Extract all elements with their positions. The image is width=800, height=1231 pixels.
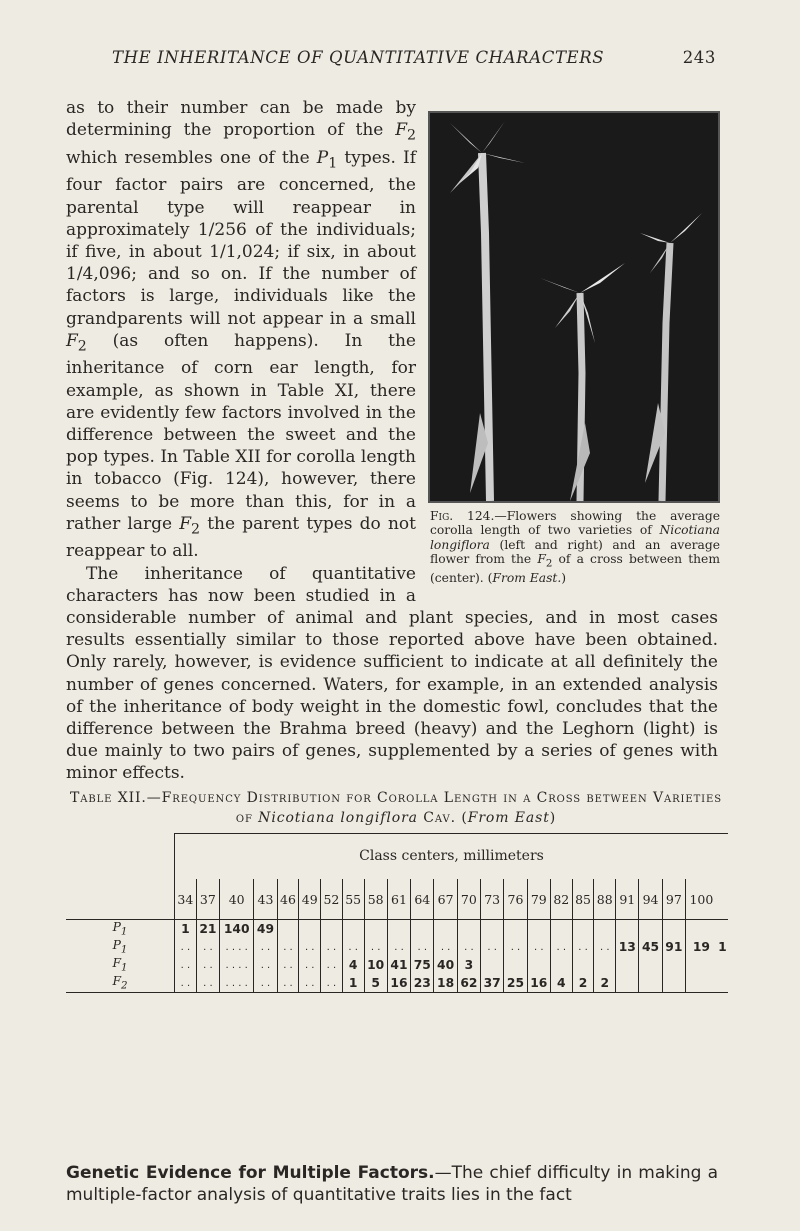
column-header-73: 73 [481,879,504,920]
table-cell [550,956,572,974]
table-cell: 16 [527,974,550,993]
column-header-46: 46 [277,879,299,920]
table-title: Table XII.—Frequency Distribution for Corolla Length in a Cross between Varieties of Nicotiana longiflora Cav. (From East) [70,790,722,826]
column-header-88: 88 [594,879,616,920]
column-header-55: 55 [342,879,364,920]
table-cell [594,956,616,974]
table-cell: . . [364,938,387,956]
column-header-58: 58 [364,879,387,920]
table-cell: . . [277,974,299,993]
table-cell: 1 [718,940,727,954]
column-header-85: 85 [572,879,594,920]
column-header-37: 37 [196,879,219,920]
table-cell: . . [277,956,299,974]
table-cell: . . [550,938,572,956]
section-heading: Genetic Evidence for Multiple Factors. [66,1163,435,1183]
figure-caption: Fig. 124.—Flowers showing the average corolla length of two varieties of Nicotiana longiflora (left and right) and an average flower from the $F_2$ of a cross between them (center). (From East.) [430,509,720,586]
column-header-49: 49 [299,879,321,920]
table-cell [686,920,717,939]
table-cell: 49 [254,920,277,939]
table-cell: 40 [434,956,457,974]
table-cell [717,974,728,993]
table-cell [550,920,572,939]
table-cell: . . [387,938,410,956]
table-cell: . . [321,974,343,993]
table-cell: . . [342,938,364,956]
table-cell [616,920,639,939]
table-cell: 16 [387,974,410,993]
table-cell [342,920,364,939]
column-header-64: 64 [411,879,434,920]
table-row [66,920,728,939]
table-cell: 75 [411,956,434,974]
table-cell [639,974,662,993]
table-cell [662,956,685,974]
table-cell [321,920,343,939]
table-cell: . . [594,938,616,956]
table-cell: . . [321,956,343,974]
table-cell: 1 [175,920,197,939]
table-cell: . . [196,974,219,993]
table-cell: 4 [342,956,364,974]
table-cell [504,920,527,939]
table-cell [662,920,685,939]
table-cell [639,956,662,974]
table-cell [411,920,434,939]
table-cell [364,920,387,939]
table-cell [662,974,685,993]
table-cell: . . . . [220,974,254,993]
table-cell: 62 [457,974,480,993]
table-cell: 23 [411,974,434,993]
table-cell [686,974,717,993]
table-cell: . . . . [220,956,254,974]
table-cell: . . [175,938,197,956]
paragraph-1: as to their number can be made by determining the proportion of the $F_2$ which resembles one of the $P_1$ types. If four factor pairs are concerned, the parental type will reappear in approximately 1/256 of the individuals; if five, in about 1/1,024; if six, in about 1/4,096; and so on. If the number of factors is large, individuals like the grandparents will not appear in a small $F_2$ (as often happens). In the inheritance of corn ear length, for example, as shown in Table XI, there are evidently few factors involved in the difference between the sweet and the pop types. In Table XII for corolla length in tobacco (Fig. 124), however, there seems to be more than this, for in a rather large $F_2$ the parent types do not reappear to all. [66,98,417,562]
flower-photograph [428,111,720,503]
column-spacer [717,879,728,920]
row-label: $P_1$ [112,938,128,956]
column-header-40: 40 [220,879,254,920]
caption-label: Fig. 124. [430,509,495,523]
column-header-91: 91 [616,879,639,920]
table-cell: 13 [616,938,639,956]
frequency-table [66,833,728,993]
table-cell: . . [299,974,321,993]
column-header-79: 79 [527,879,550,920]
caption-species: Nicotiana longiflora [430,523,720,552]
table-cell: . . [411,938,434,956]
page-number: 243 [682,48,716,67]
table-cell: 21 [196,920,219,939]
column-header-67: 67 [434,879,457,920]
table-cell: . . . . [220,938,254,956]
table-cell: . . [175,974,197,993]
paragraph-2: The inheritance of quantitative characters has now been studied in a considerable number of animal and plant species, and in most cases results essentially similar to those reported above have been obtained. Only rarely, however, is evidence sufficient to indicate at all definitely the number of genes concerned. Waters, for example, in an extended analysis of the inheritance of body weight in the domestic fowl, concludes that the difference between the Brahma breed (heavy) and the Leghorn (light) is due mainly to two pairs of genes, supplemented by a series of genes with minor effects. [66,563,718,784]
table-cell [717,956,728,974]
table-cell [504,956,527,974]
row-label: $F_2$ [66,974,175,993]
column-header-82: 82 [550,879,572,920]
table-cell: . . [254,938,277,956]
table-row [66,938,728,956]
caption-text-2: (left and right) and an average flower from the [430,537,720,567]
table-cell: 37 [481,974,504,993]
table-cell [277,920,299,939]
table-cell [616,956,639,974]
table-cell [481,920,504,939]
caption-text-3: of a cross between them (center). ( [430,552,720,586]
table-cell: . . [457,938,480,956]
running-title: THE INHERITANCE OF QUANTITATIVE CHARACTERS [112,48,605,67]
table-cell: . . [299,956,321,974]
table-cell: 41 [387,956,410,974]
row-label: $F_1$ [112,956,128,974]
caption-source: From East. [492,571,562,586]
column-header-76: 76 [504,879,527,920]
section-paragraph [66,1162,718,1206]
table-cell [616,974,639,993]
table-cell: . . [481,938,504,956]
table-cell: . . [299,938,321,956]
row-label: $P_1$ [112,920,128,938]
table-cell [572,956,594,974]
table-cell: 3 [457,956,480,974]
table-caption: Class centers, millimeters [175,833,729,879]
table-cell: 1 [342,974,364,993]
table-cell: 10 [364,956,387,974]
table-cell: 91 [662,938,685,956]
table-cell: . . [196,938,219,956]
column-header-34: 34 [175,879,197,920]
table-cell [639,920,662,939]
table-cell: . . [175,956,197,974]
table-cell: . . [254,956,277,974]
body-text [66,97,718,785]
table-cell: 45 [639,938,662,956]
table-cell [457,920,480,939]
table-cell [527,956,550,974]
column-header-97: 97 [662,879,685,920]
table-cell: . . [504,938,527,956]
table-cell: 19 [686,938,717,956]
column-header-70: 70 [457,879,480,920]
table-cell [434,920,457,939]
table-cell: . . [196,956,219,974]
table-cell [481,956,504,974]
table-cell: . . [434,938,457,956]
table-cell: . . [572,938,594,956]
table-cell [572,920,594,939]
table-cell: . . [277,938,299,956]
table-row [66,974,728,993]
table-cell [527,920,550,939]
table-cell: . . [254,974,277,993]
column-header-43: 43 [254,879,277,920]
table-cell: 4 [550,974,572,993]
table-cell: . . [321,938,343,956]
column-header-61: 61 [387,879,410,920]
table-cell [717,920,728,939]
table-cell: . . [527,938,550,956]
table-cell: 25 [504,974,527,993]
column-header-100: 100 [686,879,717,920]
table-cell: 140 [220,920,254,939]
section-text: —The chief difficulty in making a multiple-factor analysis of quantitative traits lies in the fact [66,1163,718,1206]
table-cell [387,920,410,939]
figure-124 [428,101,720,585]
table-row [66,956,728,974]
table-cell: 18 [434,974,457,993]
table-cell [299,920,321,939]
table-cell [686,956,717,974]
table-cell [594,920,616,939]
column-header-94: 94 [639,879,662,920]
table-cell: 2 [572,974,594,993]
table-cell: 5 [364,974,387,993]
caption-text: —Flowers showing the average corolla length of two varieties of [430,509,720,538]
table-cell: 2 [594,974,616,993]
column-header-52: 52 [321,879,343,920]
